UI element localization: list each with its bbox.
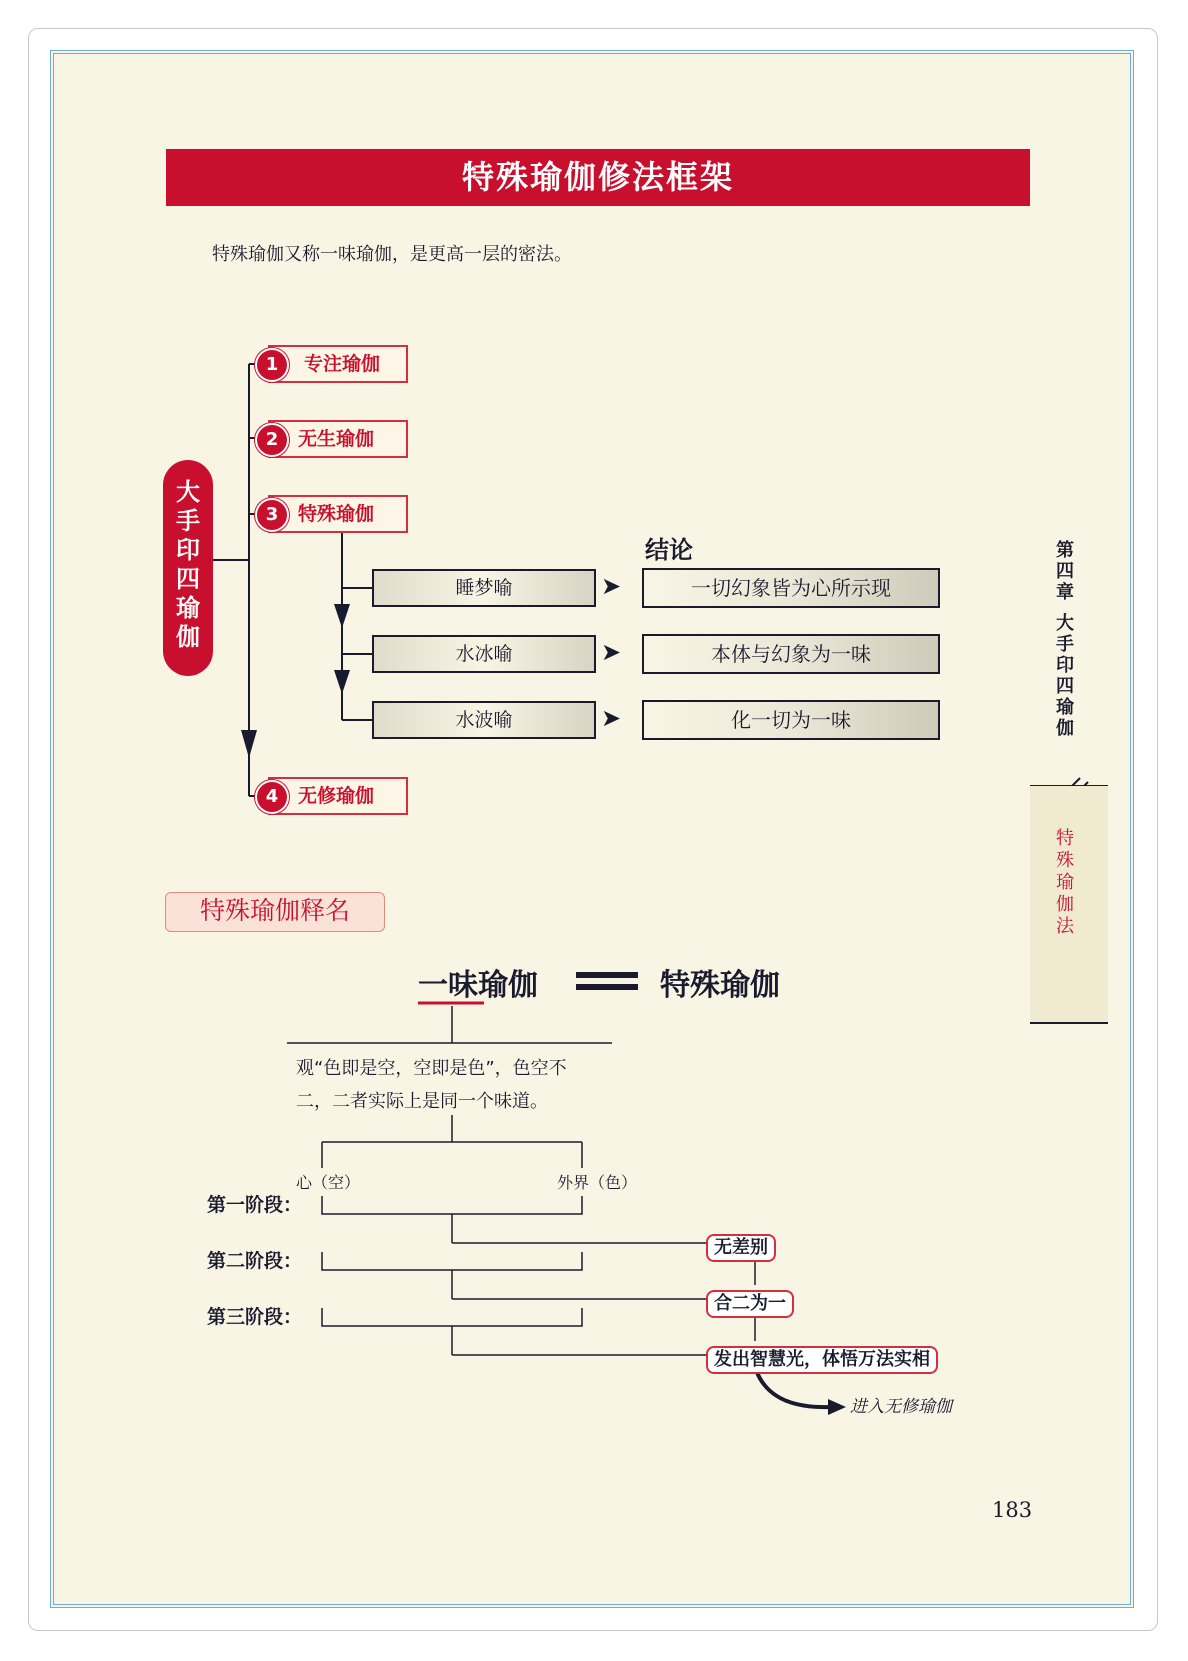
chapter-char: 章 bbox=[1056, 582, 1074, 603]
main-label-pill bbox=[163, 460, 213, 676]
description-line: 二，二者实际上是同一个味道。 bbox=[296, 1091, 548, 1112]
item-box-4 bbox=[268, 777, 408, 815]
equals-sign bbox=[576, 972, 638, 990]
item-box-1 bbox=[268, 345, 408, 383]
conclusion-box: 化一切为一味 bbox=[642, 700, 940, 740]
side-section-label bbox=[1052, 828, 1078, 938]
stage-label: 第二阶段： bbox=[207, 1250, 303, 1272]
chapter-char: 手 bbox=[1056, 634, 1074, 655]
item-label: 专注瑜伽 bbox=[304, 353, 381, 375]
side-chapter-label bbox=[1052, 540, 1078, 739]
page-title: 特殊瑜伽修法框架 bbox=[166, 149, 1030, 206]
section-char: 法 bbox=[1056, 916, 1074, 937]
item-label: 无修瑜伽 bbox=[298, 785, 375, 807]
chapter-char: 四 bbox=[1056, 676, 1074, 697]
item-number-3: 3 bbox=[255, 498, 289, 532]
chapter-char: 伽 bbox=[1056, 718, 1074, 739]
right-arrow-icon: ➤ bbox=[601, 638, 622, 666]
world-label: 外界（色） bbox=[557, 1173, 638, 1192]
metaphor-box: 睡梦喻 bbox=[372, 569, 596, 607]
main-label-char: 四 bbox=[176, 565, 200, 593]
final-step-text: 进入无修瑜伽 bbox=[850, 1397, 952, 1417]
section-char: 殊 bbox=[1056, 850, 1074, 871]
metaphor-box: 水冰喻 bbox=[372, 635, 596, 673]
description-line: 观“色即是空，空即是色”，色空不 bbox=[296, 1058, 567, 1079]
section-char: 瑜 bbox=[1056, 872, 1074, 893]
description-text bbox=[296, 1052, 616, 1118]
stage-label: 第一阶段： bbox=[207, 1194, 303, 1216]
conclusion-box: 一切幻象皆为心所示现 bbox=[642, 568, 940, 608]
item-number-1: 1 bbox=[255, 348, 289, 382]
conclusion-heading: 结论 bbox=[645, 536, 693, 564]
metaphor-box: 水波喻 bbox=[372, 701, 596, 739]
chapter-char: 大 bbox=[1056, 613, 1074, 634]
stage-result-tag: 发出智慧光，体悟万法实相 bbox=[706, 1346, 938, 1374]
item-number-4: 4 bbox=[255, 780, 289, 814]
item-number-2: 2 bbox=[255, 423, 289, 457]
page-number: 183 bbox=[992, 1498, 1033, 1522]
intro-text: 特殊瑜伽又称一味瑜伽，是更高一层的密法。 bbox=[212, 244, 572, 265]
section-char: 伽 bbox=[1056, 894, 1074, 915]
section-subheading: 特殊瑜伽释名 bbox=[165, 892, 385, 932]
item-label: 无生瑜伽 bbox=[298, 428, 375, 450]
mind-label: 心（空） bbox=[296, 1173, 361, 1192]
item-box-3 bbox=[268, 495, 408, 533]
equation-left: 一味瑜伽 bbox=[418, 968, 538, 1003]
main-label-char: 瑜 bbox=[176, 594, 200, 622]
item-label: 特殊瑜伽 bbox=[298, 503, 375, 525]
stage-result-tag: 合二为一 bbox=[706, 1290, 794, 1318]
chapter-char: 印 bbox=[1056, 655, 1074, 676]
stage-label: 第三阶段： bbox=[207, 1306, 303, 1328]
chapter-char: 第 bbox=[1056, 540, 1074, 561]
equation-right: 特殊瑜伽 bbox=[660, 968, 780, 1003]
right-arrow-icon: ➤ bbox=[601, 704, 622, 732]
item-box-2 bbox=[268, 420, 408, 458]
stage-result-tag: 无差别 bbox=[706, 1234, 776, 1262]
main-label-char: 伽 bbox=[176, 623, 200, 651]
conclusion-box: 本体与幻象为一味 bbox=[642, 634, 940, 674]
main-label-char: 印 bbox=[176, 536, 200, 564]
main-label-char: 大 bbox=[176, 478, 200, 506]
right-arrow-icon: ➤ bbox=[601, 572, 622, 600]
chapter-char: 四 bbox=[1056, 561, 1074, 582]
chapter-char: 瑜 bbox=[1056, 697, 1074, 718]
main-label-char: 手 bbox=[176, 507, 200, 535]
section-char: 特 bbox=[1056, 828, 1074, 849]
